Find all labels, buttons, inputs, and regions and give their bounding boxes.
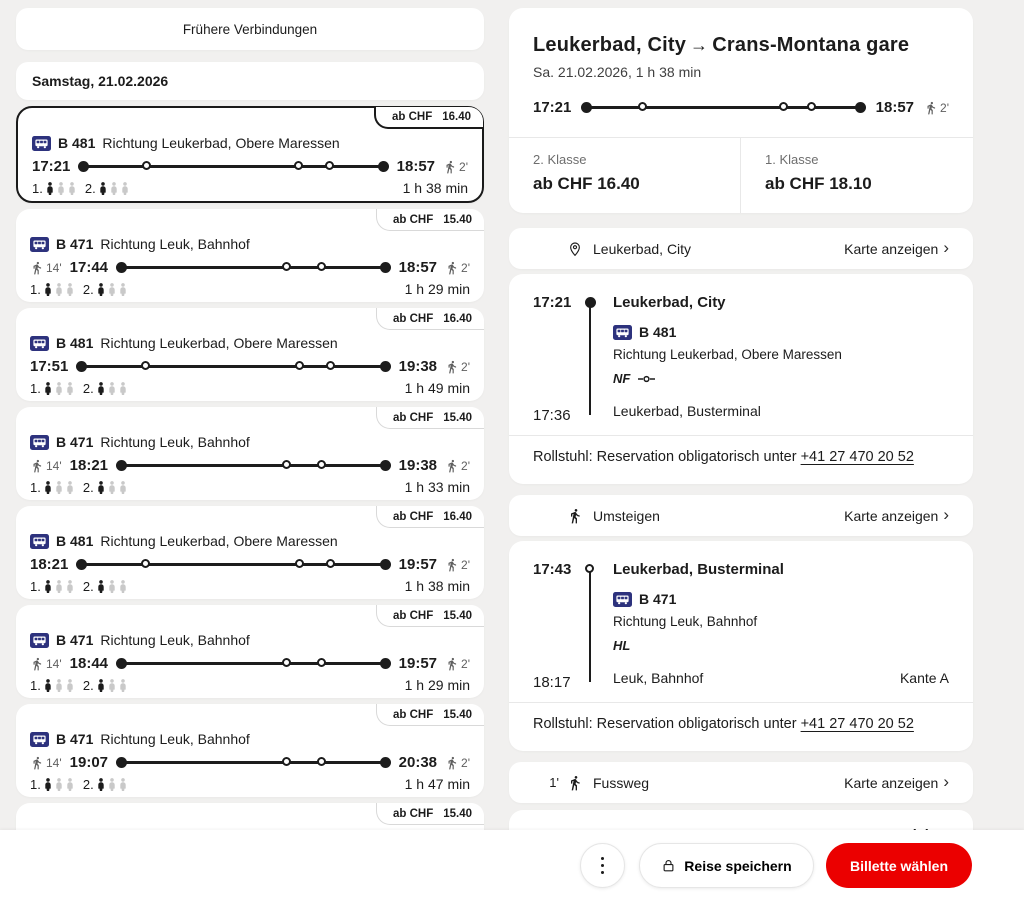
phone-link[interactable]: +41 27 470 20 52 bbox=[800, 716, 914, 732]
price-tag bbox=[376, 803, 484, 825]
fare-price: ab CHF 16.40 bbox=[533, 174, 640, 193]
arrival-time: 18:57 bbox=[875, 99, 915, 116]
price-tag bbox=[376, 407, 484, 429]
departure-time: 17:21 bbox=[533, 99, 572, 116]
price-value: 16.40 bbox=[443, 510, 472, 523]
walk-before: 14' bbox=[30, 459, 62, 473]
line-number: B 481 bbox=[56, 533, 94, 549]
departure-time: 18:21 bbox=[69, 457, 109, 474]
occupancy-indicator: 1. 2. bbox=[30, 777, 127, 792]
location-label: Leukerbad, City bbox=[593, 240, 692, 257]
line-number: B 481 bbox=[56, 335, 94, 351]
leg-arrival-stop: Leuk, Bahnhof bbox=[613, 670, 704, 686]
line-direction: Richtung Leukerbad, Obere Maressen bbox=[102, 135, 340, 151]
line-direction: Richtung Leukerbad, Obere Maressen bbox=[613, 347, 842, 362]
show-map-link[interactable]: Karte anzeigen › bbox=[844, 772, 949, 791]
leg-card bbox=[509, 541, 973, 751]
bus-icon bbox=[613, 592, 632, 607]
journey-timeline bbox=[116, 262, 391, 274]
departure-time: 17:21 bbox=[32, 158, 71, 175]
price-value: 15.40 bbox=[443, 213, 472, 226]
origin-location-row bbox=[509, 228, 973, 269]
walk-after: 2' bbox=[924, 101, 949, 115]
occupancy-indicator: 1. 2. bbox=[30, 579, 127, 594]
departure-time: 17:51 bbox=[30, 358, 69, 375]
departure-time: 19:07 bbox=[69, 754, 109, 771]
line-number: B 481 bbox=[58, 135, 96, 151]
occupancy-indicator: 1. 2. bbox=[32, 181, 129, 196]
leg-arrival-time: 18:17 bbox=[533, 674, 571, 691]
journey-summary-card bbox=[509, 8, 973, 213]
walk-icon bbox=[30, 459, 44, 473]
occupancy-indicator: 1. 2. bbox=[30, 282, 127, 297]
journey-timeline bbox=[78, 161, 388, 173]
route-title bbox=[509, 34, 973, 57]
price-tag bbox=[376, 308, 484, 330]
occupancy-indicator: 1. 2. bbox=[30, 678, 127, 693]
leg-card bbox=[509, 274, 973, 484]
wheelchair-note: Rollstuhl: Reservation obligatorisch unter +41 27 470 20 52 bbox=[533, 716, 914, 732]
route-subtitle: Sa. 21.02.2026, 1 h 38 min bbox=[533, 64, 702, 80]
walk-icon bbox=[443, 160, 457, 174]
bus-icon bbox=[30, 732, 49, 747]
journey-detail-panel bbox=[509, 8, 973, 890]
walk-before: 14' bbox=[30, 261, 62, 275]
bus-icon bbox=[30, 633, 49, 648]
departure-time: 18:21 bbox=[30, 556, 69, 573]
walk-icon bbox=[566, 775, 584, 791]
line-number: B 471 bbox=[56, 236, 94, 252]
arrival-time: 20:38 bbox=[398, 754, 438, 771]
walk-icon bbox=[30, 261, 44, 275]
fare-first-class[interactable] bbox=[741, 138, 973, 213]
journey-timeline bbox=[116, 757, 391, 769]
connection-card[interactable] bbox=[16, 704, 484, 797]
fare-class-label: 1. Klasse bbox=[765, 152, 819, 167]
route-to: Crans-Montana gare bbox=[712, 34, 910, 56]
connection-card[interactable] bbox=[16, 308, 484, 401]
journey-timeline bbox=[116, 658, 391, 670]
earlier-connections-button[interactable]: Frühere Verbindungen bbox=[16, 8, 484, 50]
price-value: 16.40 bbox=[442, 111, 471, 123]
duration: 1 h 33 min bbox=[404, 479, 470, 495]
map-pin-icon bbox=[566, 241, 584, 257]
price-prefix: ab CHF bbox=[392, 312, 434, 325]
price-value: 16.40 bbox=[443, 312, 472, 325]
show-map-link[interactable]: Karte anzeigen › bbox=[844, 505, 949, 524]
walk-icon bbox=[445, 657, 459, 671]
price-value: 15.40 bbox=[443, 708, 472, 721]
walk-before: 14' bbox=[30, 756, 62, 770]
leg-departure-time: 17:21 bbox=[533, 294, 572, 311]
bus-icon bbox=[30, 435, 49, 450]
wheelchair-note: Rollstuhl: Reservation obligatorisch unter +41 27 470 20 52 bbox=[533, 449, 914, 465]
fare-second-class[interactable] bbox=[509, 138, 741, 213]
leg-departure-stop: Leukerbad, City bbox=[613, 294, 726, 311]
leg-route-line bbox=[582, 561, 598, 686]
walk-after: 2' bbox=[445, 261, 470, 275]
price-prefix: ab CHF bbox=[392, 807, 434, 820]
price-tag bbox=[376, 506, 484, 528]
duration: 1 h 38 min bbox=[404, 578, 470, 594]
line-direction: Richtung Leuk, Bahnhof bbox=[100, 632, 250, 648]
line-number: B 471 bbox=[56, 731, 94, 747]
occupancy-indicator: 1. 2. bbox=[30, 381, 127, 396]
walk-icon bbox=[924, 101, 938, 115]
bus-icon bbox=[613, 325, 632, 340]
occupancy-indicator: 1. 2. bbox=[30, 480, 127, 495]
show-map-link[interactable]: Karte anzeigen › bbox=[844, 238, 949, 257]
more-options-button[interactable] bbox=[580, 843, 625, 888]
fare-price: ab CHF 18.10 bbox=[765, 174, 872, 193]
arrival-time: 18:57 bbox=[398, 259, 438, 276]
journey-timeline bbox=[76, 559, 390, 571]
arrival-time: 19:38 bbox=[398, 457, 438, 474]
journey-timeline bbox=[581, 102, 865, 114]
walk-after: 2' bbox=[445, 459, 470, 473]
line-direction: Richtung Leuk, Bahnhof bbox=[613, 614, 758, 629]
price-tag bbox=[376, 704, 484, 726]
platform-label: Kante A bbox=[899, 670, 949, 686]
price-value: 15.40 bbox=[443, 411, 472, 424]
bus-icon bbox=[30, 237, 49, 252]
connection-card[interactable] bbox=[16, 106, 484, 203]
price-prefix: ab CHF bbox=[392, 510, 434, 523]
duration: 1 h 38 min bbox=[402, 180, 468, 196]
arrival-time: 18:57 bbox=[396, 158, 436, 175]
walk-icon bbox=[445, 756, 459, 770]
duration: 1 h 47 min bbox=[404, 776, 470, 792]
walk-after: 2' bbox=[445, 558, 470, 572]
intermediate-stops-icon[interactable] bbox=[638, 374, 655, 384]
walk-icon bbox=[30, 756, 44, 770]
connection-card[interactable] bbox=[16, 605, 484, 698]
journey-timeline bbox=[76, 361, 390, 373]
accessibility-attribute: HL bbox=[613, 638, 631, 653]
connection-card[interactable] bbox=[16, 506, 484, 599]
date-header: Samstag, 21.02.2026 bbox=[16, 62, 484, 100]
connection-card[interactable] bbox=[16, 407, 484, 500]
accessibility-attribute: NF bbox=[613, 371, 631, 386]
fare-class-label: 2. Klasse bbox=[533, 152, 587, 167]
walk-after: 2' bbox=[443, 160, 468, 174]
chevron-right-icon: › bbox=[943, 238, 949, 257]
walk-icon bbox=[445, 558, 459, 572]
leg-route-line bbox=[582, 294, 598, 419]
footpath-label: Fussweg bbox=[593, 774, 650, 791]
walk-icon bbox=[445, 360, 459, 374]
departure-time: 17:44 bbox=[69, 259, 109, 276]
line-direction: Richtung Leuk, Bahnhof bbox=[100, 731, 250, 747]
leg-departure-time: 17:43 bbox=[533, 561, 572, 578]
price-tag bbox=[376, 209, 484, 231]
walk-icon bbox=[445, 261, 459, 275]
walk-icon bbox=[566, 508, 584, 524]
bus-icon bbox=[30, 534, 49, 549]
arrival-time: 19:57 bbox=[398, 655, 438, 672]
duration: 1 h 29 min bbox=[404, 677, 470, 693]
phone-link[interactable]: +41 27 470 20 52 bbox=[800, 449, 914, 465]
leg-departure-stop: Leukerbad, Busterminal bbox=[613, 561, 784, 578]
lock-icon bbox=[661, 858, 676, 873]
connection-card[interactable] bbox=[16, 209, 484, 302]
duration: 1 h 49 min bbox=[404, 380, 470, 396]
line-number: B 481 bbox=[639, 324, 677, 340]
price-tag bbox=[376, 605, 484, 627]
journey-timeline bbox=[116, 460, 391, 472]
bus-icon bbox=[30, 336, 49, 351]
fare-row bbox=[509, 137, 973, 213]
walk-after: 2' bbox=[445, 360, 470, 374]
line-number: B 471 bbox=[56, 632, 94, 648]
walk-after: 2' bbox=[445, 756, 470, 770]
transfer-row bbox=[509, 495, 973, 536]
arrival-time: 19:38 bbox=[398, 358, 438, 375]
bus-icon bbox=[32, 136, 51, 151]
arrival-time: 19:57 bbox=[398, 556, 438, 573]
buy-tickets-button[interactable]: Billette wählen bbox=[826, 843, 972, 888]
walk-icon bbox=[445, 459, 459, 473]
route-from: Leukerbad, City bbox=[533, 34, 687, 56]
arrow-right-icon: → bbox=[690, 35, 709, 55]
line-direction: Richtung Leuk, Bahnhof bbox=[100, 236, 250, 252]
price-prefix: ab CHF bbox=[392, 411, 434, 424]
price-tag bbox=[374, 107, 483, 129]
walk-after: 2' bbox=[445, 657, 470, 671]
line-direction: Richtung Leukerbad, Obere Maressen bbox=[100, 533, 338, 549]
line-direction: Richtung Leukerbad, Obere Maressen bbox=[100, 335, 338, 351]
line-direction: Richtung Leuk, Bahnhof bbox=[100, 434, 250, 450]
line-number: B 471 bbox=[639, 591, 677, 607]
price-prefix: ab CHF bbox=[392, 213, 434, 226]
bottom-action-bar bbox=[0, 830, 1024, 898]
price-prefix: ab CHF bbox=[391, 111, 433, 123]
walk-icon bbox=[30, 657, 44, 671]
line-number: B 471 bbox=[56, 434, 94, 450]
duration: 1 h 29 min bbox=[404, 281, 470, 297]
footpath-duration: 1' bbox=[549, 775, 559, 790]
connection-list bbox=[16, 106, 484, 896]
departure-time: 18:44 bbox=[69, 655, 109, 672]
transfer-label: Umsteigen bbox=[593, 507, 660, 524]
walk-before: 14' bbox=[30, 657, 62, 671]
kebab-icon bbox=[601, 857, 605, 861]
price-value: 15.40 bbox=[443, 609, 472, 622]
leg-arrival-stop: Leukerbad, Busterminal bbox=[613, 403, 761, 419]
price-prefix: ab CHF bbox=[392, 708, 434, 721]
price-prefix: ab CHF bbox=[392, 609, 434, 622]
save-journey-button[interactable]: Reise speichern bbox=[639, 843, 814, 888]
chevron-right-icon: › bbox=[943, 505, 949, 524]
footpath-row bbox=[509, 762, 973, 803]
chevron-right-icon: › bbox=[943, 772, 949, 791]
connections-panel bbox=[16, 8, 484, 896]
price-value: 15.40 bbox=[443, 807, 472, 820]
leg-arrival-time: 17:36 bbox=[533, 407, 571, 424]
